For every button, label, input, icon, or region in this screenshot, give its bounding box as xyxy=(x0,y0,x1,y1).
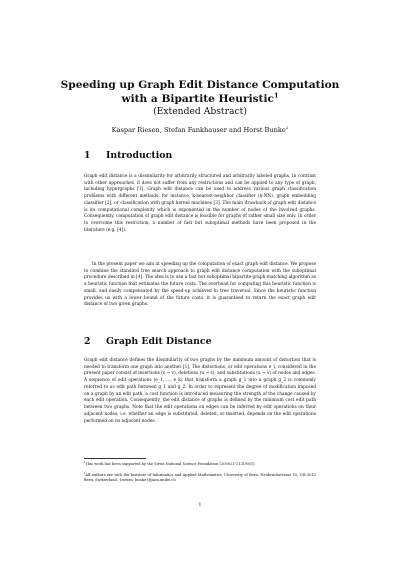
ged-paragraph-1: Graph edit distance defines the dissimilarity of two graphs by the minimum amount of distortion that is needed to transform one graph into another [1]. The distortions, or edit operations e_i, considered in the present paper consist of insertions (ε → v), deletions (u → ε), and substitutions (u → v) of nodes and edges. A sequence of edit operations (e_1, ..., e_k) that transform a graph g_1 into a graph g_2 is commonly referred to as edit path between g_1 and g_2. In order to represent the degree of modification imposed on a graph by an edit path, a cost function is introduced measuring the strength of the change caused by each edit operation. Consequently, the edit distance of graphs is defined by the minimum cost edit path between two graphs. Note that the edit operations on edges can be inferred by edit operations on their adjacent nodes, i.e. whether an edge is substituted, deleted, or inserted, depends on the edit operations performed on its adjacent nodes. xyxy=(84,358,316,424)
authors-footnote-mark: 2 xyxy=(285,124,289,130)
section-title: Introduction xyxy=(106,150,173,161)
section-number: 1 xyxy=(84,150,91,161)
title-line-1: Speeding up Graph Edit Distance Computation xyxy=(60,79,340,91)
title-line-2-text: with a Bipartite Heuristic xyxy=(121,93,274,105)
section-title: Graph Edit Distance xyxy=(106,336,212,347)
paper-subtitle: (Extended Abstract) xyxy=(153,106,247,117)
section-number: 2 xyxy=(84,336,91,347)
paper-title xyxy=(0,78,400,106)
footnote-text: This work has been supported by the Swiss National Science Foundation (200021-113198/1). xyxy=(85,462,256,466)
title-line-2 xyxy=(0,92,400,106)
title-footnote-mark: 1 xyxy=(273,91,279,100)
intro-paragraph-2: In the present paper we aim at speeding up the computation of exact graph edit distance. We propose to combine the standard tree search approach to graph edit distance computation with the suboptimal procedure described in [4]. The idea is to use a fast but suboptimal bipartite graph matching algorithm as a heuristic function that estimates the future costs. The overhead for computing this heuristic function is small, and easily compensated by the speed-up achieved in tree traversal. Since the heuristic function provides us with a lower bound of the future costs, it is guaranteed to return the exact graph edit distance of two given graphs. xyxy=(84,262,316,308)
section-heading-graph-edit-distance xyxy=(84,336,212,348)
footnote-mark: 1 xyxy=(84,460,86,464)
footnote-text: All authors are with the Institute of Informatics and Applied Mathematics, University of Bern, Neubrückstrasse 10, CH-3012 Bern, Switzerland, {riesen, bunke}@iam.unibe.ch xyxy=(84,473,316,483)
section-heading-introduction xyxy=(84,150,172,162)
footnote-rule xyxy=(84,458,146,459)
page-number: 1 xyxy=(198,503,202,508)
authors-text: Kaspar Riesen, Stefan Fankhauser and Horst Bunke xyxy=(111,126,286,134)
intro-paragraph-1: Graph edit distance is a dissimilarity for arbitrarily structured and arbitrarily labeled graphs. In contrast with other approaches, it does not suffer from any restrictions and can be applied to any type of graph, including hypergraphs [1]. Graph edit distance can be used to address various graph classification problems with different methods, for instance, k-nearest-neighbor classifier (k-NN), graph embedding classifier [2], or classification with graph kernel machines [3]. The main drawback of graph edit distance is its computational complexity which is exponential in the number of nodes of the involved graphs. Consequently, computation of graph edit distance is feasible for graphs of rather small size only. In order to overcome this restriction, a number of fast but suboptimal methods have been proposed in the literature (e.g. [4]). xyxy=(84,174,316,233)
paper-authors xyxy=(0,126,400,135)
footnote-2 xyxy=(84,473,316,484)
footnote-mark: 2 xyxy=(84,471,86,475)
footnote-1 xyxy=(84,462,316,467)
